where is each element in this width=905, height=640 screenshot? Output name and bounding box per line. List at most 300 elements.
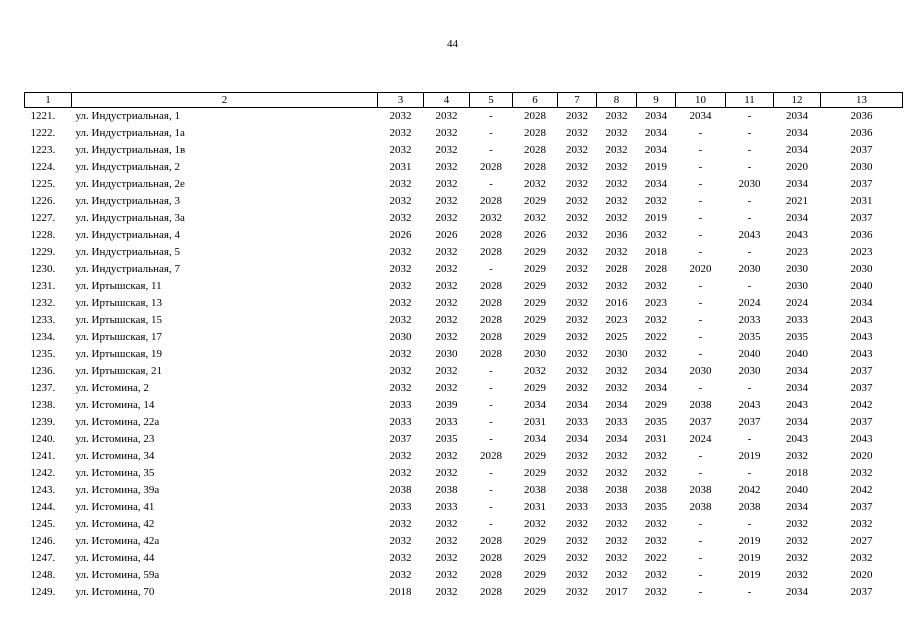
- year-cell-col-7: 2032: [566, 212, 588, 224]
- year-cell-col-7: 2034: [566, 399, 588, 411]
- row-number-cell: 1235.: [30, 348, 56, 360]
- year-cell-col-8: 2032: [605, 535, 628, 547]
- address-cell: ул. Индустриальная, 1в: [75, 144, 186, 156]
- year-cell-col-8: 2032: [605, 127, 628, 139]
- row-number-cell: 1248.: [30, 569, 56, 581]
- year-cell-col-5: -: [489, 518, 493, 530]
- year-cell-col-6: 2029: [524, 297, 546, 309]
- address-cell: ул. Истомина, 34: [75, 450, 155, 462]
- year-cell-col-3: 2032: [389, 178, 412, 190]
- address-cell: ул. Истомина, 42: [75, 518, 155, 530]
- year-cell-col-7: 2033: [566, 501, 588, 513]
- row-number-cell: 1226.: [30, 195, 56, 207]
- year-cell-col-8: 2032: [605, 467, 628, 479]
- year-cell-col-5: 2028: [480, 348, 502, 360]
- year-cell-col-11: -: [747, 144, 752, 156]
- year-cell-col-6: 2031: [524, 416, 546, 428]
- year-cell-col-10: -: [698, 195, 703, 207]
- year-cell-col-6: 2034: [524, 433, 546, 445]
- address-cell: ул. Истомина, 39а: [75, 484, 160, 496]
- year-cell-col-9: 2032: [645, 348, 667, 360]
- year-cell-col-3: 2033: [389, 399, 412, 411]
- year-cell-col-4: 2032: [435, 314, 458, 326]
- year-cell-col-5: 2028: [480, 297, 502, 309]
- address-cell: ул. Индустриальная, 4: [75, 229, 180, 241]
- table-row: [25, 329, 903, 346]
- address-cell: ул. Истомина, 23: [75, 433, 155, 445]
- year-cell-col-8: 2032: [605, 280, 628, 292]
- year-cell-col-12: 2020: [786, 161, 808, 173]
- year-cell-col-6: 2031: [524, 501, 546, 513]
- year-cell-col-7: 2033: [566, 416, 588, 428]
- table-row: [25, 465, 903, 482]
- year-cell-col-11: -: [747, 127, 752, 139]
- year-cell-col-13: 2020: [850, 569, 873, 581]
- year-cell-col-12: 2034: [786, 586, 808, 598]
- year-cell-col-3: 2026: [389, 229, 412, 241]
- address-cell: ул. Индустриальная, 1а: [75, 127, 185, 139]
- year-cell-col-6: 2032: [524, 212, 546, 224]
- year-cell-col-9: 2032: [645, 569, 667, 581]
- year-cell-col-13: 2031: [850, 195, 873, 207]
- year-cell-col-6: 2029: [524, 263, 546, 275]
- year-cell-col-12: 2034: [786, 212, 808, 224]
- year-cell-col-12: 2040: [786, 348, 808, 360]
- year-cell-col-13: 2036: [850, 110, 873, 122]
- year-cell-col-3: 2032: [389, 127, 412, 139]
- year-cell-col-11: 2019: [738, 552, 761, 564]
- year-cell-col-11: 2037: [738, 416, 761, 428]
- year-cell-col-13: 2037: [850, 586, 873, 598]
- year-cell-col-4: 2033: [435, 501, 458, 513]
- year-cell-col-5: 2028: [480, 569, 502, 581]
- year-cell-col-8: 2038: [605, 484, 628, 496]
- year-cell-col-9: 2019: [645, 212, 667, 224]
- year-cell-col-4: 2032: [435, 535, 458, 547]
- year-cell-col-3: 2032: [389, 263, 412, 275]
- year-cell-col-7: 2032: [566, 382, 588, 394]
- row-number-cell: 1221.: [30, 110, 56, 122]
- year-cell-col-12: 2040: [786, 484, 808, 496]
- year-cell-col-3: 2032: [389, 246, 412, 258]
- address-cell: ул. Истомина, 42а: [75, 535, 160, 547]
- year-cell-col-9: 2032: [645, 467, 667, 479]
- year-cell-col-8: 2034: [605, 399, 628, 411]
- year-cell-col-10: 2037: [689, 416, 712, 428]
- year-cell-col-13: 2043: [850, 331, 873, 343]
- year-cell-col-5: 2028: [480, 450, 502, 462]
- year-cell-col-13: 2037: [850, 178, 873, 190]
- year-cell-col-7: 2032: [566, 246, 588, 258]
- repair-schedule-table: [24, 92, 903, 601]
- year-cell-col-6: 2029: [524, 569, 546, 581]
- year-cell-col-13: 2042: [850, 484, 873, 496]
- table-row: [25, 278, 903, 295]
- year-cell-col-8: 2032: [605, 450, 628, 462]
- table-body: [25, 108, 903, 602]
- table-row: [25, 499, 903, 516]
- year-cell-col-9: 2032: [645, 314, 667, 326]
- year-cell-col-3: 2037: [389, 433, 412, 445]
- year-cell-col-4: 2032: [435, 127, 458, 139]
- year-cell-col-6: 2029: [524, 467, 546, 479]
- year-cell-col-7: 2032: [566, 195, 588, 207]
- year-cell-col-11: -: [747, 280, 752, 292]
- year-cell-col-8: 2030: [605, 348, 628, 360]
- year-cell-col-10: 2034: [689, 110, 712, 122]
- year-cell-col-8: 2016: [605, 297, 628, 309]
- year-cell-col-4: 2032: [435, 552, 458, 564]
- year-cell-col-3: 2032: [389, 467, 412, 479]
- year-cell-col-13: 2023: [850, 246, 873, 258]
- year-cell-col-11: 2042: [738, 484, 761, 496]
- year-cell-col-6: 2038: [524, 484, 546, 496]
- year-cell-col-12: 2034: [786, 144, 808, 156]
- year-cell-col-4: 2032: [435, 263, 458, 275]
- year-cell-col-7: 2032: [566, 331, 588, 343]
- year-cell-col-9: 2031: [645, 433, 667, 445]
- address-cell: ул. Индустриальная, 3а: [75, 212, 185, 224]
- address-cell: ул. Индустриальная, 2е: [75, 178, 185, 190]
- table-row: [25, 567, 903, 584]
- year-cell-col-10: -: [698, 212, 703, 224]
- year-cell-col-3: 2032: [389, 365, 412, 377]
- year-cell-col-5: -: [489, 127, 493, 139]
- year-cell-col-12: 2034: [786, 110, 808, 122]
- row-number-cell: 1241.: [30, 450, 56, 462]
- row-number-cell: 1230.: [30, 263, 56, 275]
- year-cell-col-7: 2032: [566, 263, 588, 275]
- address-cell: ул. Иртышская, 15: [75, 314, 162, 326]
- year-cell-col-13: 2043: [850, 314, 873, 326]
- year-cell-col-10: -: [698, 280, 703, 292]
- year-cell-col-11: 2019: [738, 569, 761, 581]
- table-row: [25, 448, 903, 465]
- row-number-cell: 1236.: [30, 365, 56, 377]
- year-cell-col-7: 2032: [566, 144, 588, 156]
- year-cell-col-4: 2039: [435, 399, 458, 411]
- year-cell-col-3: 2032: [389, 518, 412, 530]
- year-cell-col-9: 2034: [645, 365, 667, 377]
- year-cell-col-11: 2043: [738, 399, 761, 411]
- year-cell-col-8: 2032: [605, 569, 628, 581]
- year-cell-col-4: 2032: [435, 450, 458, 462]
- address-cell: ул. Истомина, 22а: [75, 416, 160, 428]
- year-cell-col-5: -: [489, 263, 493, 275]
- year-cell-col-12: 2032: [786, 552, 808, 564]
- year-cell-col-7: 2032: [566, 280, 588, 292]
- year-cell-col-7: 2032: [566, 535, 588, 547]
- row-number-cell: 1234.: [30, 331, 56, 343]
- year-cell-col-8: 2025: [605, 331, 628, 343]
- year-cell-col-7: 2032: [566, 127, 588, 139]
- table-row: [25, 584, 903, 601]
- year-cell-col-11: 2038: [738, 501, 761, 513]
- year-cell-col-4: 2032: [435, 467, 458, 479]
- year-cell-col-12: 2024: [786, 297, 808, 309]
- year-cell-col-13: 2043: [850, 433, 873, 445]
- table-row: [25, 261, 903, 278]
- year-cell-col-4: 2032: [435, 569, 458, 581]
- year-cell-col-8: 2032: [605, 382, 628, 394]
- column-number-header-row: [25, 93, 903, 108]
- year-cell-col-9: 2023: [645, 297, 667, 309]
- year-cell-col-10: -: [698, 518, 703, 530]
- year-cell-col-10: -: [698, 314, 703, 326]
- year-cell-col-8: 2032: [605, 110, 628, 122]
- address-cell: ул. Истомина, 44: [75, 552, 155, 564]
- year-cell-col-13: 2034: [850, 297, 873, 309]
- year-cell-col-5: -: [489, 433, 493, 445]
- year-cell-col-3: 2032: [389, 314, 412, 326]
- year-cell-col-8: 2032: [605, 518, 628, 530]
- year-cell-col-9: 2035: [645, 501, 667, 513]
- year-cell-col-3: 2032: [389, 280, 412, 292]
- table-row: [25, 414, 903, 431]
- column-header-5: 5: [470, 93, 513, 108]
- year-cell-col-3: 2032: [389, 569, 412, 581]
- year-cell-col-3: 2030: [389, 331, 412, 343]
- year-cell-col-8: 2033: [605, 416, 628, 428]
- year-cell-col-3: 2032: [389, 535, 412, 547]
- year-cell-col-4: 2032: [435, 246, 458, 258]
- year-cell-col-6: 2030: [524, 348, 546, 360]
- year-cell-col-11: 2019: [738, 535, 761, 547]
- row-number-cell: 1231.: [30, 280, 56, 292]
- year-cell-col-3: 2033: [389, 416, 412, 428]
- year-cell-col-10: -: [698, 569, 703, 581]
- table-row: [25, 295, 903, 312]
- table-row: [25, 108, 903, 126]
- year-cell-col-9: 2034: [645, 144, 667, 156]
- year-cell-col-12: 2032: [786, 569, 808, 581]
- year-cell-col-12: 2034: [786, 365, 808, 377]
- year-cell-col-11: -: [747, 433, 752, 445]
- year-cell-col-5: 2028: [480, 161, 502, 173]
- year-cell-col-5: 2028: [480, 535, 502, 547]
- address-cell: ул. Истомина, 14: [75, 399, 155, 411]
- year-cell-col-10: -: [698, 552, 703, 564]
- year-cell-col-7: 2032: [566, 178, 588, 190]
- year-cell-col-7: 2032: [566, 161, 588, 173]
- year-cell-col-9: 2034: [645, 127, 667, 139]
- row-number-cell: 1244.: [30, 501, 56, 513]
- year-cell-col-4: 2035: [435, 433, 458, 445]
- year-cell-col-4: 2032: [435, 518, 458, 530]
- year-cell-col-13: 2030: [850, 263, 873, 275]
- column-header-8: 8: [597, 93, 637, 108]
- year-cell-col-4: 2032: [435, 331, 458, 343]
- table-row: [25, 516, 903, 533]
- year-cell-col-6: 2029: [524, 535, 546, 547]
- row-number-cell: 1225.: [30, 178, 56, 190]
- year-cell-col-5: -: [489, 467, 493, 479]
- year-cell-col-3: 2032: [389, 144, 412, 156]
- year-cell-col-12: 2034: [786, 382, 808, 394]
- year-cell-col-5: 2028: [480, 195, 502, 207]
- row-number-cell: 1222.: [30, 127, 56, 139]
- year-cell-col-5: 2028: [480, 280, 502, 292]
- year-cell-col-8: 2033: [605, 501, 628, 513]
- row-number-cell: 1227.: [30, 212, 56, 224]
- column-header-9: 9: [637, 93, 676, 108]
- table-row: [25, 550, 903, 567]
- row-number-cell: 1228.: [30, 229, 56, 241]
- year-cell-col-7: 2032: [566, 229, 588, 241]
- year-cell-col-9: 2035: [645, 416, 667, 428]
- year-cell-col-6: 2029: [524, 195, 546, 207]
- year-cell-col-11: -: [747, 518, 752, 530]
- year-cell-col-5: -: [489, 110, 493, 122]
- year-cell-col-4: 2032: [435, 161, 458, 173]
- row-number-cell: 1229.: [30, 246, 56, 258]
- row-number-cell: 1249.: [30, 586, 56, 598]
- year-cell-col-8: 2032: [605, 161, 628, 173]
- column-header-6: 6: [513, 93, 558, 108]
- year-cell-col-13: 2020: [850, 450, 873, 462]
- year-cell-col-4: 2032: [435, 110, 458, 122]
- year-cell-col-11: 2030: [738, 263, 761, 275]
- column-header-12: 12: [774, 93, 821, 108]
- page-number: 44: [447, 38, 458, 50]
- year-cell-col-12: 2034: [786, 501, 808, 513]
- year-cell-col-13: 2042: [850, 399, 873, 411]
- year-cell-col-12: 2043: [786, 229, 808, 241]
- table-row: [25, 482, 903, 499]
- year-cell-col-12: 2023: [786, 246, 808, 258]
- address-cell: ул. Истомина, 41: [75, 501, 155, 513]
- year-cell-col-6: 2029: [524, 280, 546, 292]
- address-cell: ул. Индустриальная, 2: [75, 161, 180, 173]
- table-row: [25, 533, 903, 550]
- row-number-cell: 1237.: [30, 382, 56, 394]
- table-row: [25, 142, 903, 159]
- year-cell-col-6: 2032: [524, 178, 546, 190]
- table-row: [25, 193, 903, 210]
- year-cell-col-6: 2029: [524, 331, 546, 343]
- year-cell-col-9: 2038: [645, 484, 667, 496]
- year-cell-col-3: 2032: [389, 450, 412, 462]
- year-cell-col-3: 2032: [389, 195, 412, 207]
- table-row: [25, 363, 903, 380]
- year-cell-col-9: 2032: [645, 518, 667, 530]
- year-cell-col-12: 2034: [786, 178, 808, 190]
- year-cell-col-6: 2029: [524, 552, 546, 564]
- year-cell-col-13: 2043: [850, 348, 873, 360]
- year-cell-col-9: 2032: [645, 280, 667, 292]
- year-cell-col-7: 2038: [566, 484, 588, 496]
- year-cell-col-7: 2032: [566, 450, 588, 462]
- year-cell-col-3: 2032: [389, 382, 412, 394]
- year-cell-col-7: 2032: [566, 314, 588, 326]
- year-cell-col-13: 2037: [850, 382, 873, 394]
- year-cell-col-11: 2043: [738, 229, 761, 241]
- year-cell-col-7: 2032: [566, 518, 588, 530]
- year-cell-col-13: 2037: [850, 365, 873, 377]
- year-cell-col-7: 2032: [566, 467, 588, 479]
- year-cell-col-3: 2032: [389, 297, 412, 309]
- year-cell-col-4: 2026: [435, 229, 458, 241]
- year-cell-col-4: 2032: [435, 586, 458, 598]
- column-header-7: 7: [558, 93, 597, 108]
- year-cell-col-6: 2034: [524, 399, 546, 411]
- year-cell-col-12: 2018: [786, 467, 808, 479]
- year-cell-col-3: 2018: [389, 586, 412, 598]
- year-cell-col-5: -: [489, 399, 493, 411]
- year-cell-col-11: 2030: [738, 365, 761, 377]
- year-cell-col-10: 2030: [689, 365, 712, 377]
- row-number-cell: 1246.: [30, 535, 56, 547]
- column-header-13: 13: [821, 93, 903, 108]
- row-number-cell: 1232.: [30, 297, 56, 309]
- year-cell-col-5: 2028: [480, 314, 502, 326]
- year-cell-col-9: 2032: [645, 450, 667, 462]
- column-header-1: 1: [25, 93, 72, 108]
- column-header-2: 2: [72, 93, 378, 108]
- year-cell-col-9: 2022: [645, 552, 667, 564]
- year-cell-col-12: 2034: [786, 127, 808, 139]
- year-cell-col-5: 2028: [480, 552, 502, 564]
- table-row: [25, 159, 903, 176]
- year-cell-col-10: -: [698, 297, 703, 309]
- year-cell-col-7: 2032: [566, 569, 588, 581]
- year-cell-col-5: -: [489, 416, 493, 428]
- year-cell-col-10: -: [698, 535, 703, 547]
- year-cell-col-7: 2032: [566, 110, 588, 122]
- address-cell: ул. Индустриальная, 5: [75, 246, 180, 258]
- year-cell-col-5: -: [489, 501, 493, 513]
- year-cell-col-6: 2029: [524, 586, 546, 598]
- year-cell-col-12: 2035: [786, 331, 808, 343]
- year-cell-col-4: 2032: [435, 144, 458, 156]
- address-cell: ул. Истомина, 2: [75, 382, 149, 394]
- table-row: [25, 431, 903, 448]
- year-cell-col-8: 2032: [605, 552, 628, 564]
- year-cell-col-12: 2021: [786, 195, 808, 207]
- year-cell-col-10: 2038: [689, 484, 712, 496]
- year-cell-col-9: 2018: [645, 246, 667, 258]
- year-cell-col-13: 2032: [850, 467, 873, 479]
- year-cell-col-13: 2032: [850, 552, 873, 564]
- row-number-cell: 1233.: [30, 314, 56, 326]
- year-cell-col-7: 2032: [566, 552, 588, 564]
- year-cell-col-3: 2032: [389, 110, 412, 122]
- address-cell: ул. Индустриальная, 7: [75, 263, 180, 275]
- year-cell-col-8: 2036: [605, 229, 628, 241]
- year-cell-col-9: 2019: [645, 161, 667, 173]
- table-row: [25, 125, 903, 142]
- year-cell-col-5: -: [489, 365, 493, 377]
- year-cell-col-3: 2031: [389, 161, 412, 173]
- year-cell-col-12: 2032: [786, 535, 808, 547]
- address-cell: ул. Иртышская, 19: [75, 348, 162, 360]
- year-cell-col-12: 2032: [786, 450, 808, 462]
- year-cell-col-10: -: [698, 450, 703, 462]
- table-row: [25, 312, 903, 329]
- year-cell-col-8: 2032: [605, 195, 628, 207]
- year-cell-col-4: 2032: [435, 365, 458, 377]
- year-cell-col-11: 2019: [738, 450, 761, 462]
- year-cell-col-5: 2028: [480, 229, 502, 241]
- year-cell-col-7: 2032: [566, 586, 588, 598]
- year-cell-col-11: 2040: [738, 348, 761, 360]
- table-row: [25, 397, 903, 414]
- address-cell: ул. Истомина, 59а: [75, 569, 160, 581]
- address-cell: ул. Иртышская, 17: [75, 331, 162, 343]
- year-cell-col-12: 2030: [786, 263, 808, 275]
- year-cell-col-8: 2032: [605, 365, 628, 377]
- column-header-10: 10: [676, 93, 726, 108]
